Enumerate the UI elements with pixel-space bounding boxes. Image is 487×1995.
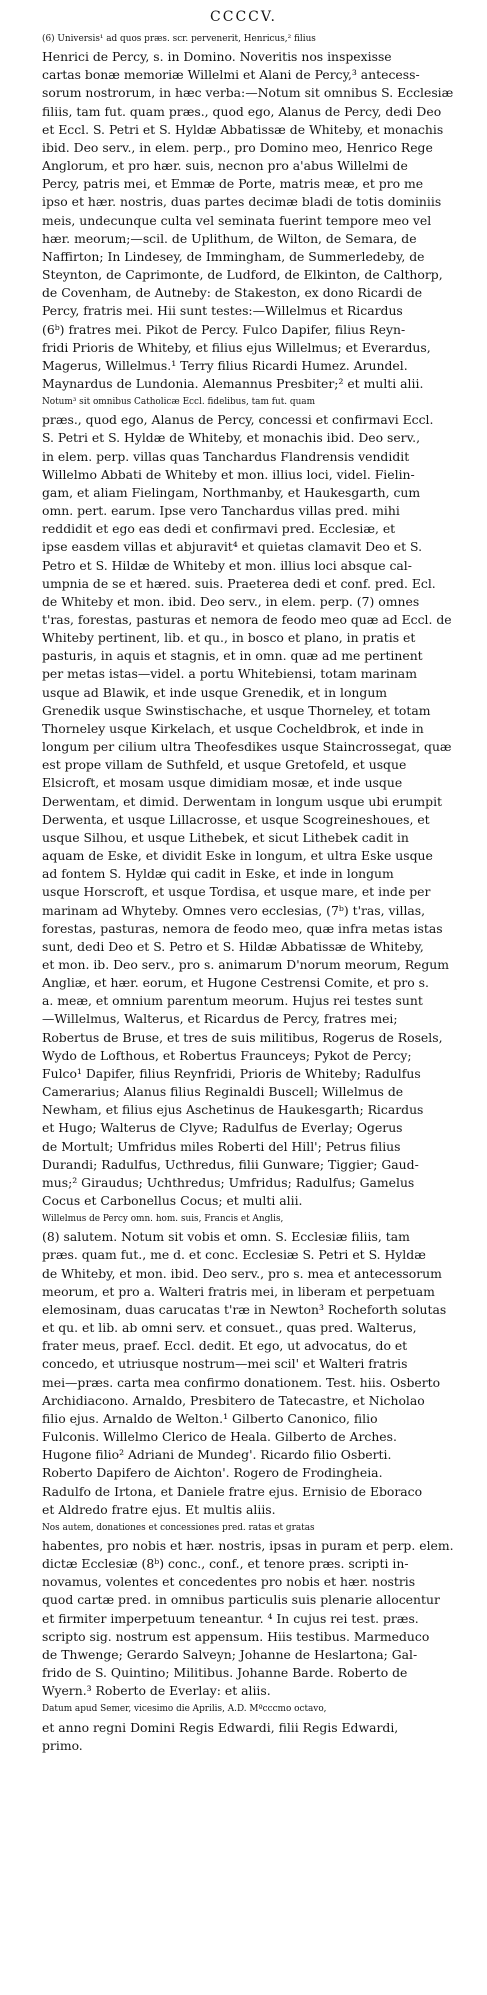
text-line: Derwenta, et usque Lillacrosse, et usque Scogreineshoues, et [42,811,430,827]
text-line: Percy, patris mei, et Emmæ de Porte, matris meæ, et pro me [42,176,424,192]
text-line: hær. meorum;—scil. de Uplithum, de Wilton, de Semara, de [42,230,417,246]
text-line: Datum apud Semer, vicesimo die Aprilis, A.D. Mºcccmo octavo, [42,1704,327,1715]
text-line: Angliæ, et hær. eorum, et Hugone Cestrensi Comite, et pro s. [42,975,429,991]
text-line: aquam de Eske, et dividit Eske in longum, et ultra Eske usque [42,848,433,864]
text-line: præs., quod ego, Alanus de Percy, concessi et confirmavi Eccl. [42,412,434,428]
text-line: a. meæ, et omnium parentum meorum. Hujus rei testes sunt [42,993,423,1009]
text-line: Notum³ sit omnibus Catholicæ Eccl. fidelibus, tam fut. quam [42,397,316,408]
text-line: novamus, volentes et concedentes pro nobis et hær. nostris [42,1574,416,1590]
text-line: cartas bonæ memoriæ Willelmi et Alani de Percy,³ antecess- [42,67,420,83]
text-line: de Mortult; Umfridus miles Roberti del Hill'; Petrus filius [42,1138,401,1154]
text-line: Camerarius; Alanus filius Reginaldi Buscell; Willelmus de [42,1084,404,1100]
text-line: scripto sig. nostrum est appensum. Hiis testibus. Marmeduco [42,1628,430,1644]
text-line: de Thwenge; Gerardo Salveyn; Johanne de Heslartona; Gal- [42,1646,418,1662]
text-line: Derwentam, et dimid. Derwentam in longum usque ubi erumpit [42,793,443,809]
text-line: de Whiteby et mon. ibid. Deo serv., in elem. perp. (7) omnes [42,593,420,609]
text-line: Naffirton; In Lindesey, de Immingham, de Summerledeby, de [42,248,425,264]
text-line: et firmiter imperpetuum teneantur. ⁴ In cujus rei test. præs. [42,1610,419,1626]
text-line: usque ad Blawik, et inde usque Grenedik, et in longum [42,684,388,700]
text-line: Roberto Dapifero de Aichton'. Rogero de Frodingheia. [42,1465,383,1481]
text-line: de Covenham, de Autneby: de Stakeston, ex dono Ricardi de [42,285,423,301]
text-line: omn. pert. earum. Ipse vero Tanchardus villas pred. mihi [42,503,400,519]
text-line: Willelmus de Percy omn. hom. suis, Francis et Anglis, [42,1214,284,1225]
text-line: Fulconis. Willelmo Clerico de Heala. Gilberto de Arches. [42,1429,397,1445]
text-line: Nos autem, donationes et concessiones pred. ratas et gratas [42,1522,315,1533]
text-line: Wyern.³ Roberto de Everlay: et aliis. [42,1683,271,1699]
text-line: dictæ Ecclesiæ (8ᵇ) conc., conf., et tenore præs. scripti in- [42,1556,409,1572]
text-line: Petro et S. Hildæ de Whiteby et mon. illius loci absque cal- [42,557,412,573]
text-line: Newham, et filius ejus Aschetinus de Haukesgarth; Ricardus [42,1102,424,1118]
text-line: primo. [42,1737,83,1753]
text-line: Durandi; Radulfus, Ucthredus, filii Gunware; Tiggier; Gaud- [42,1156,419,1172]
text-line: Cocus et Carbonellus Cocus; et multi alii. [42,1193,303,1208]
text-line: marinam ad Whyteby. Omnes vero ecclesias, (7ᵇ) t'ras, villas, [42,902,426,918]
text-line: et Hugo; Walterus de Clyve; Radulfus de Everlay; Ogerus [42,1120,403,1136]
text-line: pasturis, in aquis et stagnis, et in omn. quæ ad me pertinent [42,648,423,664]
text-line: ipso et hær. nostris, duas partes decimæ bladi de totis dominiis [42,194,442,210]
text-line: longum per cilium ultra Theofesdikes usque Staincrossegat, quæ [42,739,452,755]
text-line: de Whiteby, et mon. ibid. Deo serv., pro s. mea et antecessorum [42,1265,442,1281]
text-line: et anno regni Domini Regis Edwardi, filii Regis Edwardi, [42,1719,399,1735]
text-line: Grenedik usque Swinstischache, et usque Thorneley, et totam [42,702,431,718]
text-line: S. Petri et S. Hyldæ de Whiteby, et monachis ibid. Deo serv., [42,430,421,446]
text-line: t'ras, forestas, pasturas et nemora de feodo meo quæ ad Eccl. de [42,612,452,627]
text-line: Fulco¹ Dapifer, filius Reynfridi, Prioris de Whiteby; Radulfus [42,1065,421,1081]
text-line: mus;² Giraudus; Uchthredus; Umfridus; Radulfus; Gamelus [42,1174,415,1190]
text-line: est prope villam de Suthfeld, et usque Gretofeld, et usque [42,757,407,773]
text-line: Willelmo Abbati de Whiteby et mon. illius loci, videl. Fielin- [42,466,415,482]
text-line: et Aldredo fratre ejus. Et multis aliis. [42,1501,276,1517]
text-line: mei—præs. carta mea confirmo donationem. Test. hiis. Osberto [42,1374,441,1390]
text-line: filio ejus. Arnaldo de Welton.¹ Gilberto Canonico, filio [42,1410,378,1426]
text-line: ad fontem S. Hyldæ qui cadit in Eske, et inde in longum [42,866,394,882]
text-line: forestas, pasturas, nemora de feodo meo, quæ infra metas istas [42,920,443,936]
text-line: habentes, pro nobis et hær. nostris, ipsas in puram et perp. elem. [42,1537,454,1553]
text-line: reddidit et ego eas dedi et confirmavi pred. Ecclesiæ, et [42,521,396,537]
text-line: Percy, fratris mei. Hii sunt testes:—Willelmus et Ricardus [42,303,403,319]
text-line: quod cartæ pred. in omnibus particulis suis plenarie allocentur [42,1592,440,1608]
text-line: umpnia de se et hæred. suis. Praeterea dedi et conf. pred. Ecl. [42,575,436,591]
text-line: sorum nostrorum, in hæc verba:—Notum sit omnibus S. Ecclesiæ [42,85,454,101]
charter-paragraph [30,1519,457,1701]
charter-paragraph [30,1210,457,1519]
charter-text [30,30,457,1755]
text-line: concedo, et utriusque nostrum—mei scil' et Walteri fratris [42,1356,408,1372]
text-line: fridi Prioris de Whiteby, et filius ejus Willelmus; et Everardus, [42,339,431,355]
text-line: Radulfo de Irtona, et Daniele fratre ejus. Ernisio de Eboraco [42,1483,423,1499]
text-line: usque Horscroft, et usque Tordisa, et usque mare, et inde per [42,884,431,900]
text-line: meis, undecunque culta vel seminata fuerint tempore meo vel [42,212,432,228]
text-line: Steynton, de Caprimonte, de Ludford, de Elkinton, de Calthorp, [42,267,443,283]
charter-paragraph [30,1700,457,1754]
text-line: Archidiacono. Arnaldo, Presbitero de Tatecastre, et Nicholao [42,1392,425,1408]
text-line: —Willelmus, Walterus, et Ricardus de Percy, fratres mei; [42,1011,398,1027]
text-line: Hugone filio² Adriani de Mundeg'. Ricardo filio Osberti. [42,1447,392,1463]
text-line: Maynardus de Lundonia. Alemannus Presbiter;² et multi alii. [42,375,424,391]
charter-number-heading: CCCCV. [210,9,277,25]
text-line: Anglorum, et pro hær. suis, necnon pro a'abus Willelmi de [42,158,408,174]
text-line: Elsicroft, et mosam usque dimidiam mosæ, et inde usque [42,775,403,791]
text-line: Henrici de Percy, s. in Domino. Noveritis nos inspexisse [42,49,392,65]
text-line: (8) salutem. Notum sit vobis et omn. S. Ecclesiæ filiis, tam [42,1229,410,1245]
text-line: (6) Universis¹ ad quos præs. scr. pervenerit, Henricus,² filius [42,34,316,44]
text-line: per metas istas—videl. a portu Whitebiensi, totam marinam [42,666,417,682]
text-line: usque Silhou, et usque Lithebek, et sicut Lithebek cadit in [42,829,409,845]
text-line: (6ᵇ) fratres mei. Pikot de Percy. Fulco Dapifer, filius Reyn- [42,321,406,337]
text-line: ipse easdem villas et abjuravit⁴ et quietas clamavit Deo et S. [42,539,423,555]
text-line: in elem. perp. villas quas Tanchardus Flandrensis vendidit [42,448,410,464]
text-line: elemosinam, duas carucatas t'ræ in Newton³ Rocheforth solutas [42,1301,447,1317]
text-line: ibid. Deo serv., in elem. perp., pro Domino meo, Henrico Rege [42,139,433,155]
text-line: præs. quam fut., me d. et conc. Ecclesiæ S. Petri et S. Hyldæ [42,1247,426,1263]
text-line: gam, et aliam Fielingam, Northmanby, et Haukesgarth, cum [42,484,421,500]
text-line: Robertus de Bruse, et tres de suis militibus, Rogerus de Rosels, [42,1029,443,1045]
text-line: Magerus, Willelmus.¹ Terry filius Ricardi Humez. Arundel. [42,357,408,373]
text-line: frater meus, praef. Eccl. dedit. Et ego, ut advocatus, do et [42,1338,408,1354]
text-line: et Eccl. S. Petri et S. Hyldæ Abbatissæ de Whiteby, et monachis [42,121,444,137]
text-line: meorum, et pro a. Walteri fratris mei, in liberam et perpetuam [42,1283,435,1299]
text-line: frido de S. Quintino; Militibus. Johanne Barde. Roberto de [42,1665,408,1681]
text-line: Whiteby pertinent, lib. et qu., in bosco et plano, in pratis et [42,630,416,646]
text-line: sunt, dedi Deo et S. Petro et S. Hildæ Abbatissæ de Whiteby, [42,938,424,954]
text-line: Thorneley usque Kirkelach, et usque Cocheldbrok, et inde in [42,720,424,736]
text-line: Wydo de Lofthous, et Robertus Fraunceys; Pykot de Percy; [42,1047,412,1063]
text-line: et mon. ib. Deo serv., pro s. animarum D'norum meorum, Regum [42,956,450,972]
charter-paragraph [30,30,457,393]
text-line: filiis, tam fut. quam præs., quod ego, Alanus de Percy, dedi Deo [42,103,442,119]
charter-paragraph [30,393,457,1210]
text-line: et qu. et lib. ab omni serv. et consuet., quas pred. Walterus, [42,1320,417,1336]
